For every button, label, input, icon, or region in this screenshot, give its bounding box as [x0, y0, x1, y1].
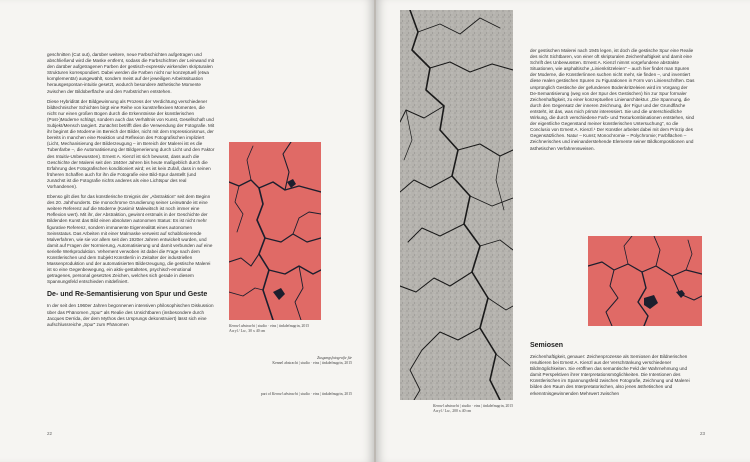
- section-heading: De- und Re-Semantisierung von Spur und Geste: [47, 291, 208, 299]
- crack-drawing: [229, 142, 321, 320]
- caption-details: Kennel abstracht | studio · eins | tinkdefnugrin, 2015: [272, 361, 352, 365]
- paragraph: Diese Hybridität der Bildgewinnung als Prozess der Verdichtung verschiedener bildtechnischer Schichten birgt eine Reihe von kunstreflexiven Momenten, die nicht nur einen großen Bogen durch die Erkenntnisse der künstlerischen (Post-)Moderne schlägt, sondern auch das Verhältnis von Kunst, Gesellschaft und Subjekt/Mensch tangiert. Zunächst betrifft dies die Verwendung der Fotografie. Mit ihr beginnt die Moderne im Bereich der Bilder, nicht mit dem Impressionismus, der bereits in manchen eine Reaktion und Reflexion des Fotografischen impliziert (Licht, Mechanisierung der Bilderzeugung – im Bereich der Malerei ist es die Tubenfarbe –, die Automatisierung der Bildgenerierung durch Licht und den Faktor des Intuitiv-Unbewussten). Ernest A. Kienzl ist sich bewusst, dass auch die Geschichte der Malerei seit den 1840er Jahren bis heute maßgeblich durch die Erfahrung des Fotografischen konditioniert wird; es ist kein Zufall, dass in seinen früheren Schaffen auch für ihn die Fotografie eine Bild-Spur darstellt (und zunächst ist die Fotografie nichts anderes als eine Lichtspur des real Vorhandenen).: [47, 98, 215, 189]
- left-page: [0, 0, 374, 462]
- paragraph: In der seit den 1960er Jahren begonnenen intensiven philosophischen Diskussion über das Phänomen „Spur“ als Realie des Unsichtbaren (insbesondere durch Jacques Derrida, der dem Mythos des Ursprungs dekonstruiert) lässt sich eine aufschlussreiche „Spur“ zum Phänomen: [47, 303, 214, 327]
- page-number-left: 22: [47, 431, 53, 436]
- caption-medium: Acryl / Lw., 200 x 40 cm: [433, 409, 472, 413]
- caption-prefix: part of: [260, 392, 272, 396]
- caption-medium: Acryl / Lw., 30 x 40 cm: [229, 329, 266, 333]
- asphalt-photo-caption: [433, 404, 523, 414]
- photo-caption-bottom: [232, 392, 352, 397]
- section-heading: Semiosen: [530, 342, 564, 349]
- caption-title: Kennel abstracht: [229, 324, 256, 328]
- paragraph: Ebenso gilt dies für das künstlerische Ereignis der „Abstraktion“ seit dem Beginn des 20. Jahrhunderts. Die monochrome Grundierung seiner Leinwände ist eine weitere Referenz auf die Moderne (Kasimir Malewitsch ist noch immer eine Reflexion wert). Mit ihr, der Abstraktion, gewinnt erstmals in der Geschichte der Bildenden Kunst das Bild einen absoluten autonomen Status: Es ist nicht mehr figurative Referenz, sondern immanente Eigenrealität eines autonomen Seinsstatus. Das Arbeiten mit einer Malmaske verweist auf schablonierende Malverfahren, wie sie vor allem seit den 1920er Jahren entwickelt wurden, und damit auf Fragen der Normierung, Automatisierung und damit verbunden auf eine serielle Werkproduktion. Vehement verwoben ist dabei die Frage nach dem Künstlerischen und dem Subjekt Künstler/in in Zeitalter der industriellen Massenproduktion und der automatisierten Bilderzeugung, die gestische Malerei ist so eine Gegenbewegung, ein aktiv-gestaltetes, psychisch-emotional getragenes, personal gesetztes Zeichen, welches sich gerade in diesem Spannungsfeld entschieden mitdefiniert.: [47, 194, 213, 285]
- red-painting-image: [229, 142, 321, 320]
- caption-details: | studio · eins | tinkdefnugrin, 2015: [459, 404, 514, 408]
- caption-details: | studio · eins | tinkdefnugrin, 2015: [255, 324, 310, 328]
- caption-title: Kennel abstracht: [271, 392, 298, 396]
- right-text-column-lower: [530, 336, 696, 401]
- asphalt-crack-photo: [400, 10, 513, 400]
- crack-drawing-small: [588, 236, 702, 326]
- paragraph: geschnitten (Cut out), darüber weitere, neue Farbschichten aufgetragen und abschließend wird die Maske entfernt, sodass die Farbschichten der Leinwand mit den darüber aufgetragenen Farben der gestisch-expressiv wirkenden skripturalen Strukturen korrespondiert. Dabei werden die Farben nicht nur konzeptuell (etwa komplementär) ausgewählt, sondern meist auf der jeweiligen Arbeitssituation herausgespontan-intuitiv gesetzt, wodurch besondere ästhetische Momente zwischen der Bildoberfläche und den Farbstrichen entstehen.: [47, 52, 214, 94]
- red-painting-caption: [229, 324, 329, 334]
- paragraph: der gestischen Malerei nach 1945 legen, ist doch die gestische Spur eine Realie des nicht Sichtbaren, von einer oft skripturalen Zeichenhaftigkeit und damit eine Schrift des Unbewussten. Ernest A. Kienzl nimmt vorgefundene abstrakte Situationen, wie asphaltische „Linienkritzeleien“ – auch hier findet man Spuren der Moderne, die Künstler/innen suchen nicht mehr, sie finden –, und inventiert diese realen gestischen Spuren zu Figurationen in Form von Linienschriften. Das ursprünglich Gestische der gefundenen Bodenkritzeleien wird im Vorgang der De-Semantisierung (weg von der Spur des Gestischen) hin zur Spur formaler Zeichenhaftigkeit, zu einer konzeptuellen Linienarchitektur. „Die Spannung, die durch den Gegensatz der inneren Zeichnung, der Figur und der Grundfläche entsteht, ist das, was mich primär interessiert. Sie und die unterschiedliche Wirkung, die durch verschiedene Farb- und Texturkombinationen entstehen, sind der eigentliche Gegenstand meiner künstlerischen Untersuchung“, so die Conclusio von Ernest A. Kienzl.¹ Der Künstler arbeitet dabei mit dem Prinzip des Gegensätzlichen. Natur – Kunst; Monochromie – Polychromie; Farbflächen – Zeichnerisches und ineinanderstehende Elemente seiner Bildkompositionen und ästhetischen Verfahrensweisen.: [530, 48, 695, 151]
- right-text-column: [530, 48, 696, 156]
- caption-title: Zusgangsfotografie für: [317, 356, 352, 360]
- caption-details: | studio · eins | tinkdefnugrin, 2015: [297, 392, 352, 396]
- caption-title: Kennel abstracht: [433, 404, 460, 408]
- asphalt-texture: [400, 10, 513, 400]
- paragraph: Zeichenhaftigkeit, genauer: Zeichenprozesse als Semiosen der Bildnerischen resultieren bei Ernest A. Kienzl aus der Verschränkung verschiedener Bildmöglichkeiten. Sie eröffnen das semantische Feld der Wahrnehmung und damit Perspektiven ihrer Interpretationsmöglichkeiten. Die Intentionen des Künstlerischen im Spannungsfeld zwischen Fotografie, Zeichnung und Malerei bilden den Raum des Interpretatorischen, also jenes ästhetischen und erkenntnisgewinnenden Mehrwert zwischen: [530, 354, 690, 396]
- page-number-right: 23: [700, 431, 706, 436]
- photo-caption-top: [252, 356, 352, 366]
- red-painting-small-image: [588, 236, 702, 326]
- left-text-column: [47, 52, 215, 332]
